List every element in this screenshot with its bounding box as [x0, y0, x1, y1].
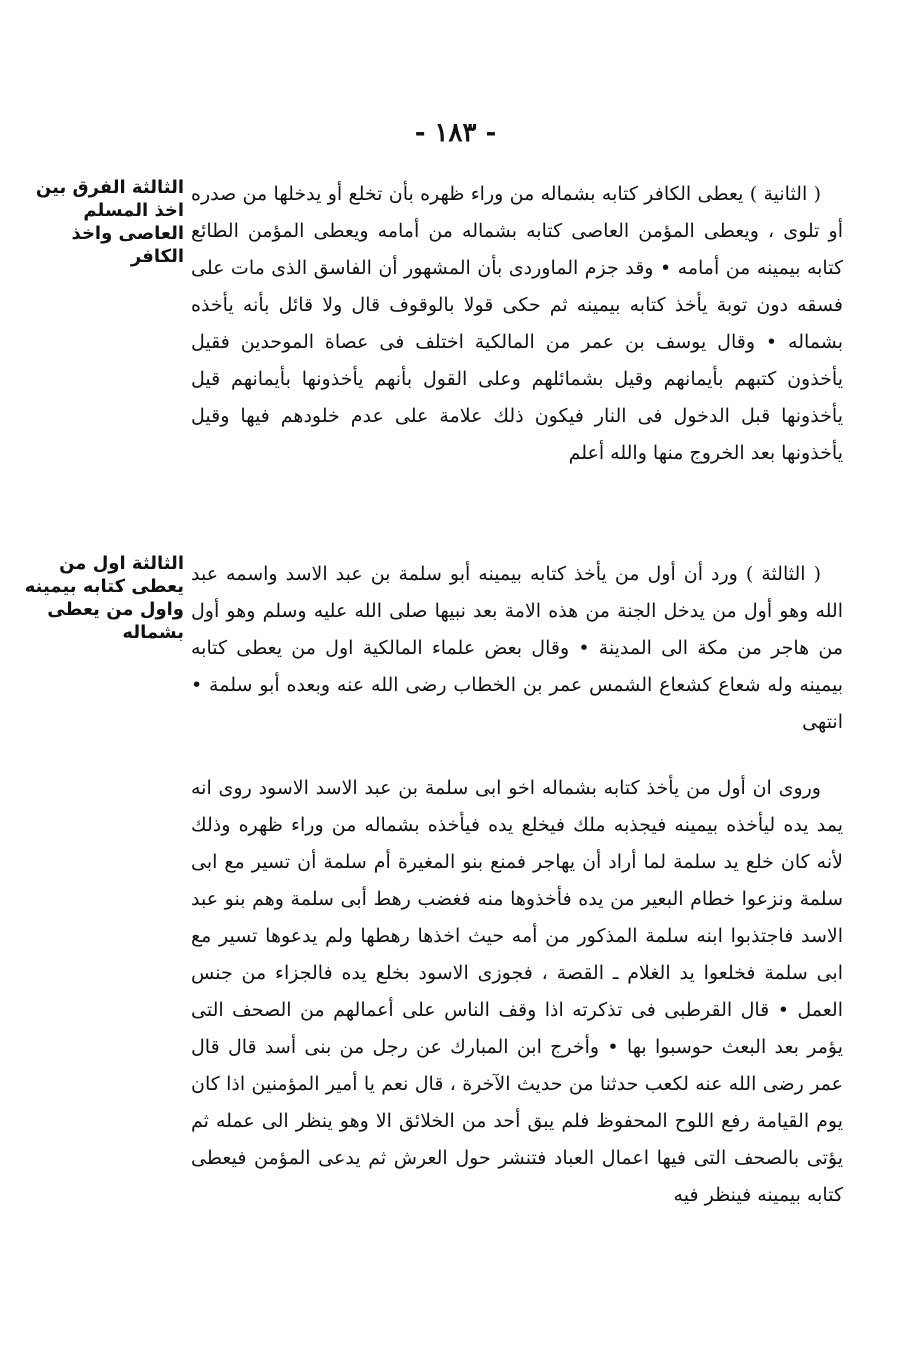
paragraph-second	[191, 176, 843, 472]
paragraph-third	[191, 556, 843, 741]
margin-note-first-recipient: الثالثة اول من يعطى كتابه بيمينه واول من يعطى بشماله	[24, 553, 184, 643]
paragraph-text: وروى ان أول من يأخذ كتابه بشماله اخو ابى سلمة بن عبد الاسد الاسود روى انه يمد يده ليأخذه بيمينه فيجذبه ملك فيخلع يده فيأخذه بشماله من وراء ظهره وذلك لأنه كان خلع يد سلمة لما أراد أن يهاجر فمنع بنو المغيرة أم سلمة أن تسير مع ابى سلمة ونزعوا خطام البعير من يده فأخذوها منه فغضب رهط أبى سلمة وهم بنو عبد الاسد فاجتذبوا ابنه سلمة المذكور من أمه حيث اخذها رهطها ولم يدعوها تسير مع ابى سلمة فخلعوا يد الغلام ـ القصة ، فجوزى الاسود بخلع يده فالجزاء من جنس العمل • قال القرطبى فى تذكرته اذا وقف الناس على أعمالهم من الصحف التى يؤمر بعد البعث حوسبوا بها • وأخرج ابن المبارك عن رجل من بنى أسد قال قال عمر رضى الله عنه لكعب حدثنا من حديث الآخرة ، قال نعم يا أمير المؤمنين اذا كان يوم القيامة رفع اللوح المحفوظ فلم يبق أحد من الخلائق الا وهو ينظر الى عمله ثم يؤتى بالصحف التى فيها اعمال العباد فتنشر حول العرش ثم يدعى المؤمن فيعطى كتابه بيمينه فينظر فيه	[191, 777, 843, 1206]
paragraph-text: ( الثانية ) يعطى الكافر كتابه بشماله من وراء ظهره بأن تخلع أو يدخلها من صدره أو تلوى ، ويعطى المؤمن العاصى كتابه بشماله من أمامه ويعطى المؤمن الطائع كتابه بيمينه من أمامه • وقد جزم الماوردى بأن المشهور أن الفاسق الذى مات على فسقه دون توبة يأخذ كتابه بيمينه ثم حكى قولا بالوقوف قال ولا قائل بأنه يأخذه بشماله • وقال يوسف بن عمر من المالكية اختلف فى عصاة الموحدين فقيل يأخذون كتبهم بأيمانهم وقيل بشمائلهم وعلى القول بأنهم يأخذونها بأيمانهم قيل يأخذونها قبل الدخول فى النار فيكون ذلك علامة على عدم خلودهم فيها وقيل يأخذونها بعد الخروج منها والله أعلم	[191, 183, 843, 464]
page-number: - ١٨٣ -	[414, 118, 497, 148]
paragraph-narration	[191, 770, 843, 1214]
margin-note-difference: الثالثة الفرق بين اخذ المسلم العاصى واخذ الكافر	[35, 177, 184, 267]
paragraph-text: ( الثالثة ) ورد أن أول من يأخذ كتابه بيمينه أبو سلمة بن عبد الاسد واسمه عبد الله وهو أول من يدخل الجنة من هذه الامة بعد نبيها صلى الله عليه وسلم وهو أول من هاجر من مكة الى المدينة • وقال بعض علماء المالكية اول من يعطى كتابه بيمينه وله شعاع كشعاع الشمس عمر بن الخطاب رضى الله عنه وبعده أبو سلمة • انتهى	[191, 563, 843, 733]
